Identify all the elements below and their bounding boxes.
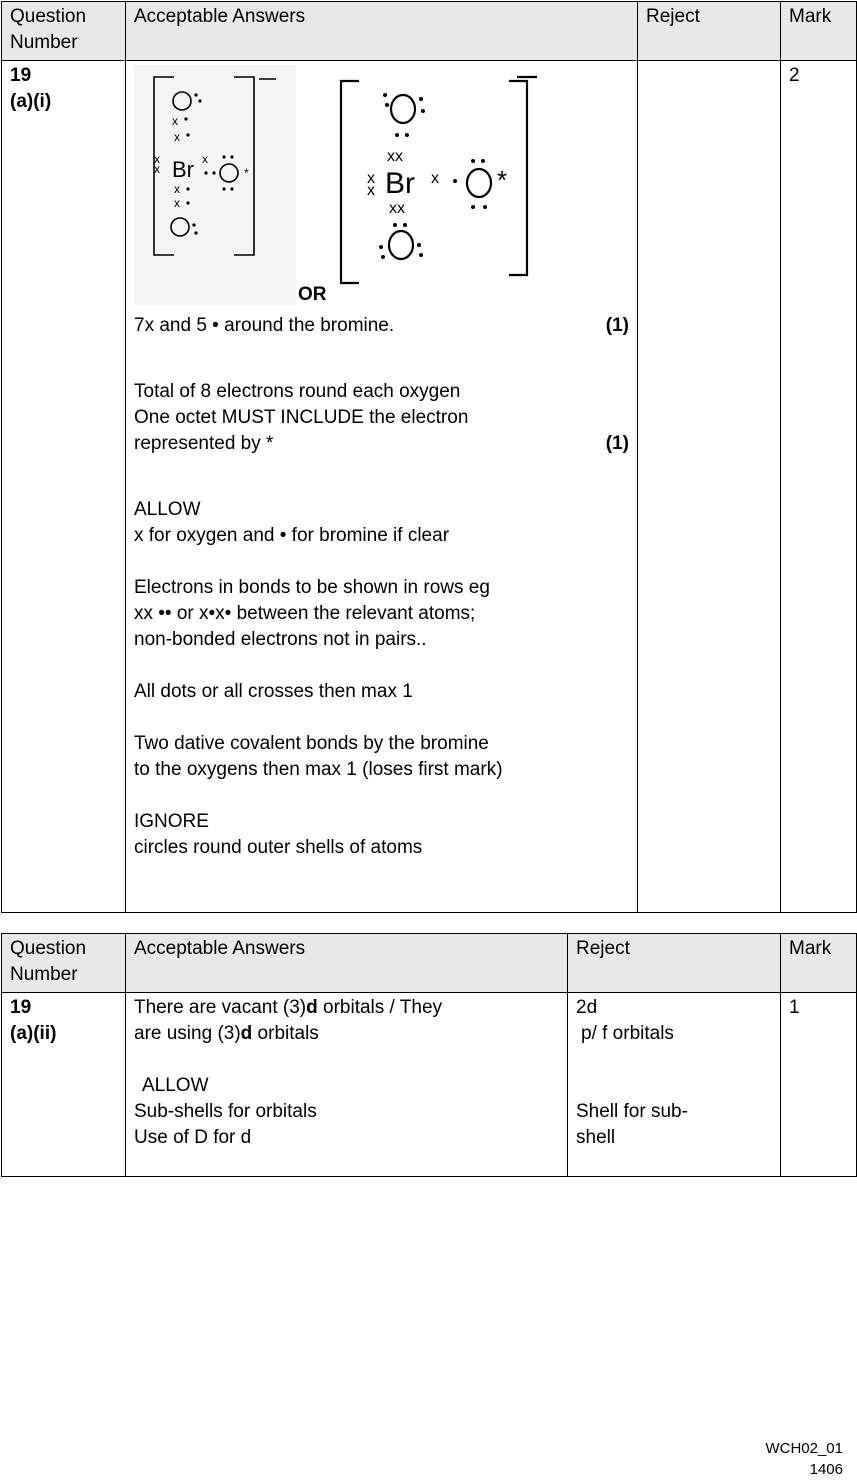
point-2: Total of 8 electrons round each oxygen One octet MUST INCLUDE the electron represented by * (1) xyxy=(134,381,629,454)
question-number: 19 xyxy=(10,65,32,86)
page-footer xyxy=(765,1438,843,1480)
header-mark: Mark xyxy=(781,2,857,61)
mark-scheme-table-1 xyxy=(1,1,857,913)
header-question-number: Question Number xyxy=(2,934,126,993)
bromine-symbol-left: Br xyxy=(172,157,194,182)
acceptable-answers-cell xyxy=(126,993,568,1177)
header-reject: Reject xyxy=(568,934,781,993)
paper-code: WCH02_01 xyxy=(765,1440,843,1457)
svg-text:xx: xx xyxy=(386,148,403,165)
or-label: OR xyxy=(298,284,327,305)
mark-scheme-table-2 xyxy=(1,933,857,1177)
ignore-label: IGNORE xyxy=(134,811,209,832)
allow-label: ALLOW xyxy=(134,499,201,520)
allow-line-1: Sub-shells for orbitals xyxy=(134,1101,317,1122)
dot-cross-diagrams xyxy=(134,65,629,305)
svg-text:x: x xyxy=(154,152,160,166)
bonds-text: Electrons in bonds to be shown in rows eg xx •• or x•x• between the relevant atoms; non-bonded electrons not in pairs.. xyxy=(134,577,490,650)
svg-text:x: x xyxy=(172,114,178,128)
header-reject: Reject xyxy=(638,2,781,61)
svg-text:x: x xyxy=(366,170,375,187)
svg-text:x: x xyxy=(174,196,180,210)
header-question-number: Question Number xyxy=(2,2,126,61)
allow-line-2: Use of D for d xyxy=(134,1127,252,1148)
question-number-cell xyxy=(2,993,126,1177)
svg-text:x: x xyxy=(430,170,439,187)
answer-line-2: are using (3)d orbitals xyxy=(134,1023,319,1044)
mark-cell: 1 xyxy=(781,993,857,1177)
dative-text: Two dative covalent bonds by the bromine to the oxygens then max 1 (loses first mark) xyxy=(134,733,503,780)
reject-line-1: 2d xyxy=(576,997,598,1018)
answer-line-1: There are vacant (3)d orbitals / They xyxy=(134,997,443,1018)
paper-date: 1406 xyxy=(809,1461,843,1478)
question-number-cell xyxy=(2,61,126,913)
acceptable-answers-cell xyxy=(126,61,638,913)
question-part: (a)(i) xyxy=(10,91,52,112)
reject-cell xyxy=(638,61,781,913)
svg-text:x: x xyxy=(154,162,160,176)
reject-cell xyxy=(568,993,781,1177)
ignore-text: circles round outer shells of atoms xyxy=(134,837,423,858)
svg-text:x: x xyxy=(202,152,208,166)
svg-text:x: x xyxy=(174,130,180,144)
point-1: 7x and 5 • around the bromine. (1) xyxy=(134,315,629,336)
svg-text:*: * xyxy=(496,165,507,195)
dots-crosses-text: All dots or all crosses then max 1 xyxy=(134,681,413,702)
svg-text:x: x xyxy=(366,182,375,199)
header-acceptable-answers: Acceptable Answers xyxy=(126,2,638,61)
svg-text:x: x xyxy=(174,182,180,196)
question-number: 19 xyxy=(10,997,32,1018)
reject-line-4: shell xyxy=(576,1127,616,1148)
allow-label: ALLOW xyxy=(142,1075,209,1096)
mark-cell: 2 xyxy=(781,61,857,913)
svg-text:*: * xyxy=(244,166,249,180)
header-acceptable-answers: Acceptable Answers xyxy=(126,934,568,993)
dot-cross-diagram-left xyxy=(134,65,296,305)
dot-cross-diagram-right xyxy=(331,65,551,305)
allow-text: x for oxygen and • for bromine if clear xyxy=(134,525,450,546)
question-part: (a)(ii) xyxy=(10,1023,57,1044)
bromine-symbol-right: Br xyxy=(384,167,415,200)
svg-text:xx: xx xyxy=(388,200,405,217)
reject-line-2: p/ f orbitals xyxy=(581,1023,674,1044)
header-mark: Mark xyxy=(781,934,857,993)
reject-line-3: Shell for sub- xyxy=(576,1101,688,1122)
